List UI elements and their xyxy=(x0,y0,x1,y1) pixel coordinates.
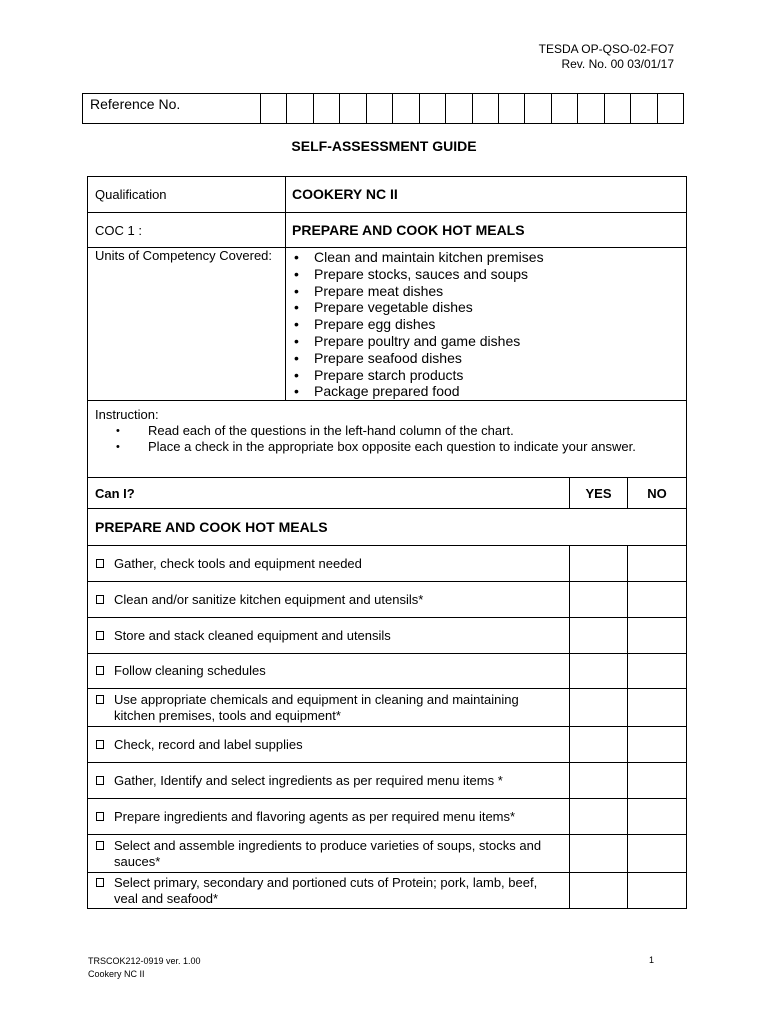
reference-digit-box[interactable] xyxy=(393,94,419,124)
can-i-header: Can I? xyxy=(88,478,570,509)
units-list-cell xyxy=(286,248,687,401)
yes-check-box[interactable] xyxy=(570,546,628,582)
reference-number-table xyxy=(82,93,684,124)
instruction-list xyxy=(95,423,678,455)
reference-digit-box[interactable] xyxy=(366,94,392,124)
question-row xyxy=(88,654,687,689)
question-row xyxy=(88,582,687,618)
yes-check-box[interactable] xyxy=(570,873,628,909)
question-cell xyxy=(88,763,570,799)
self-assessment-table xyxy=(87,176,687,909)
units-row xyxy=(88,248,687,401)
reference-digit-box[interactable] xyxy=(419,94,445,124)
question-row xyxy=(88,618,687,654)
yes-check-box[interactable] xyxy=(570,727,628,763)
question-cell xyxy=(88,582,570,618)
question-row xyxy=(88,763,687,799)
document-code: TESDA OP-QSO-02-FO7 xyxy=(538,42,674,56)
checkbox-icon xyxy=(96,776,104,785)
units-list xyxy=(286,249,686,400)
reference-digit-box[interactable] xyxy=(551,94,577,124)
no-check-box[interactable] xyxy=(628,546,687,582)
question-cell xyxy=(88,654,570,689)
section-title: PREPARE AND COOK HOT MEALS xyxy=(88,509,687,546)
reference-digit-box[interactable] xyxy=(525,94,551,124)
coc-row xyxy=(88,213,687,248)
coc-value: PREPARE AND COOK HOT MEALS xyxy=(286,213,687,248)
no-check-box[interactable] xyxy=(628,763,687,799)
no-check-box[interactable] xyxy=(628,582,687,618)
unit-item: • Prepare starch products xyxy=(294,367,686,384)
question-cell xyxy=(88,689,570,727)
question-row xyxy=(88,546,687,582)
unit-item: • Prepare stocks, sauces and soups xyxy=(294,266,686,283)
no-check-box[interactable] xyxy=(628,799,687,835)
question-text: Gather, check tools and equipment needed xyxy=(114,555,362,571)
instruction-item: • Place a check in the appropriate box opposite each question to indicate your answer. xyxy=(95,439,678,455)
unit-item: • Clean and maintain kitchen premises xyxy=(294,249,686,266)
no-check-box[interactable] xyxy=(628,835,687,873)
reference-digit-box[interactable] xyxy=(604,94,630,124)
question-text: Use appropriate chemicals and equipment in cleaning and maintaining kitchen premises, tools and equipment* xyxy=(114,691,519,723)
reference-digit-box[interactable] xyxy=(578,94,604,124)
no-check-box[interactable] xyxy=(628,727,687,763)
column-header-row xyxy=(88,478,687,509)
reference-digit-box[interactable] xyxy=(657,94,683,124)
qualification-value: COOKERY NC II xyxy=(286,177,687,213)
qualification-label: Qualification xyxy=(88,177,286,213)
no-check-box[interactable] xyxy=(628,654,687,689)
yes-check-box[interactable] xyxy=(570,618,628,654)
unit-item: • Prepare seafood dishes xyxy=(294,350,686,367)
unit-item: • Prepare poultry and game dishes xyxy=(294,333,686,350)
question-row xyxy=(88,835,687,873)
footer-doc-code: TRSCOK212-0919 ver. 1.00 xyxy=(88,956,201,966)
question-text: Store and stack cleaned equipment and utensils xyxy=(114,627,391,643)
units-label: Units of Competency Covered: xyxy=(88,248,286,401)
yes-check-box[interactable] xyxy=(570,582,628,618)
reference-digit-box[interactable] xyxy=(313,94,339,124)
instruction-row xyxy=(88,401,687,478)
reference-label: Reference No. xyxy=(83,94,261,124)
yes-check-box[interactable] xyxy=(570,689,628,727)
instruction-item: • Read each of the questions in the left-hand column of the chart. xyxy=(95,423,678,439)
no-check-box[interactable] xyxy=(628,689,687,727)
question-cell xyxy=(88,546,570,582)
unit-item: • Package prepared food xyxy=(294,383,686,400)
checkbox-icon xyxy=(96,812,104,821)
checkbox-icon xyxy=(96,559,104,568)
section-row xyxy=(88,509,687,546)
yes-header: YES xyxy=(570,478,628,509)
page-title: SELF-ASSESSMENT GUIDE xyxy=(291,138,477,154)
coc-label: COC 1 : xyxy=(88,213,286,248)
no-check-box[interactable] xyxy=(628,873,687,909)
question-row xyxy=(88,799,687,835)
question-text: Prepare ingredients and flavoring agents as per required menu items* xyxy=(114,808,516,824)
yes-check-box[interactable] xyxy=(570,799,628,835)
no-header: NO xyxy=(628,478,687,509)
instruction-label: Instruction: xyxy=(95,407,159,423)
reference-digit-box[interactable] xyxy=(631,94,657,124)
checkbox-icon xyxy=(96,666,104,675)
no-check-box[interactable] xyxy=(628,618,687,654)
question-cell xyxy=(88,835,570,873)
unit-item: • Prepare vegetable dishes xyxy=(294,299,686,316)
checkbox-icon xyxy=(96,595,104,604)
question-cell xyxy=(88,799,570,835)
qualification-row xyxy=(88,177,687,213)
unit-item: • Prepare egg dishes xyxy=(294,316,686,333)
yes-check-box[interactable] xyxy=(570,763,628,799)
question-row xyxy=(88,873,687,909)
footer-left xyxy=(88,955,201,981)
revision-number: Rev. No. 00 03/01/17 xyxy=(561,57,674,71)
question-cell xyxy=(88,727,570,763)
reference-digit-box[interactable] xyxy=(261,94,287,124)
question-text: Follow cleaning schedules xyxy=(114,663,266,679)
yes-check-box[interactable] xyxy=(570,835,628,873)
checkbox-icon xyxy=(96,695,104,704)
question-row xyxy=(88,689,687,727)
yes-check-box[interactable] xyxy=(570,654,628,689)
question-text: Select primary, secondary and portioned cuts of Protein; pork, lamb, beef, veal and seafood* xyxy=(114,874,538,906)
reference-digit-box[interactable] xyxy=(498,94,524,124)
footer-qualification: Cookery NC II xyxy=(88,969,145,979)
page-number: 1 xyxy=(648,955,654,965)
document-code-block xyxy=(539,42,674,72)
checkbox-icon xyxy=(96,740,104,749)
question-text: Select and assemble ingredients to produce varieties of soups, stocks and sauces* xyxy=(114,837,542,869)
question-text: Check, record and label supplies xyxy=(114,736,303,752)
checkbox-icon xyxy=(96,841,104,850)
question-cell xyxy=(88,873,570,909)
instruction-cell xyxy=(88,401,687,478)
question-cell xyxy=(88,618,570,654)
reference-digit-box[interactable] xyxy=(340,94,366,124)
unit-item: • Prepare meat dishes xyxy=(294,283,686,300)
reference-digit-box[interactable] xyxy=(446,94,472,124)
question-text: Clean and/or sanitize kitchen equipment and utensils* xyxy=(114,591,424,607)
question-row xyxy=(88,727,687,763)
checkbox-icon xyxy=(96,631,104,640)
question-text: Gather, Identify and select ingredients as per required menu items * xyxy=(114,772,503,788)
reference-digit-box[interactable] xyxy=(287,94,313,124)
checkbox-icon xyxy=(96,878,104,887)
reference-digit-box[interactable] xyxy=(472,94,498,124)
